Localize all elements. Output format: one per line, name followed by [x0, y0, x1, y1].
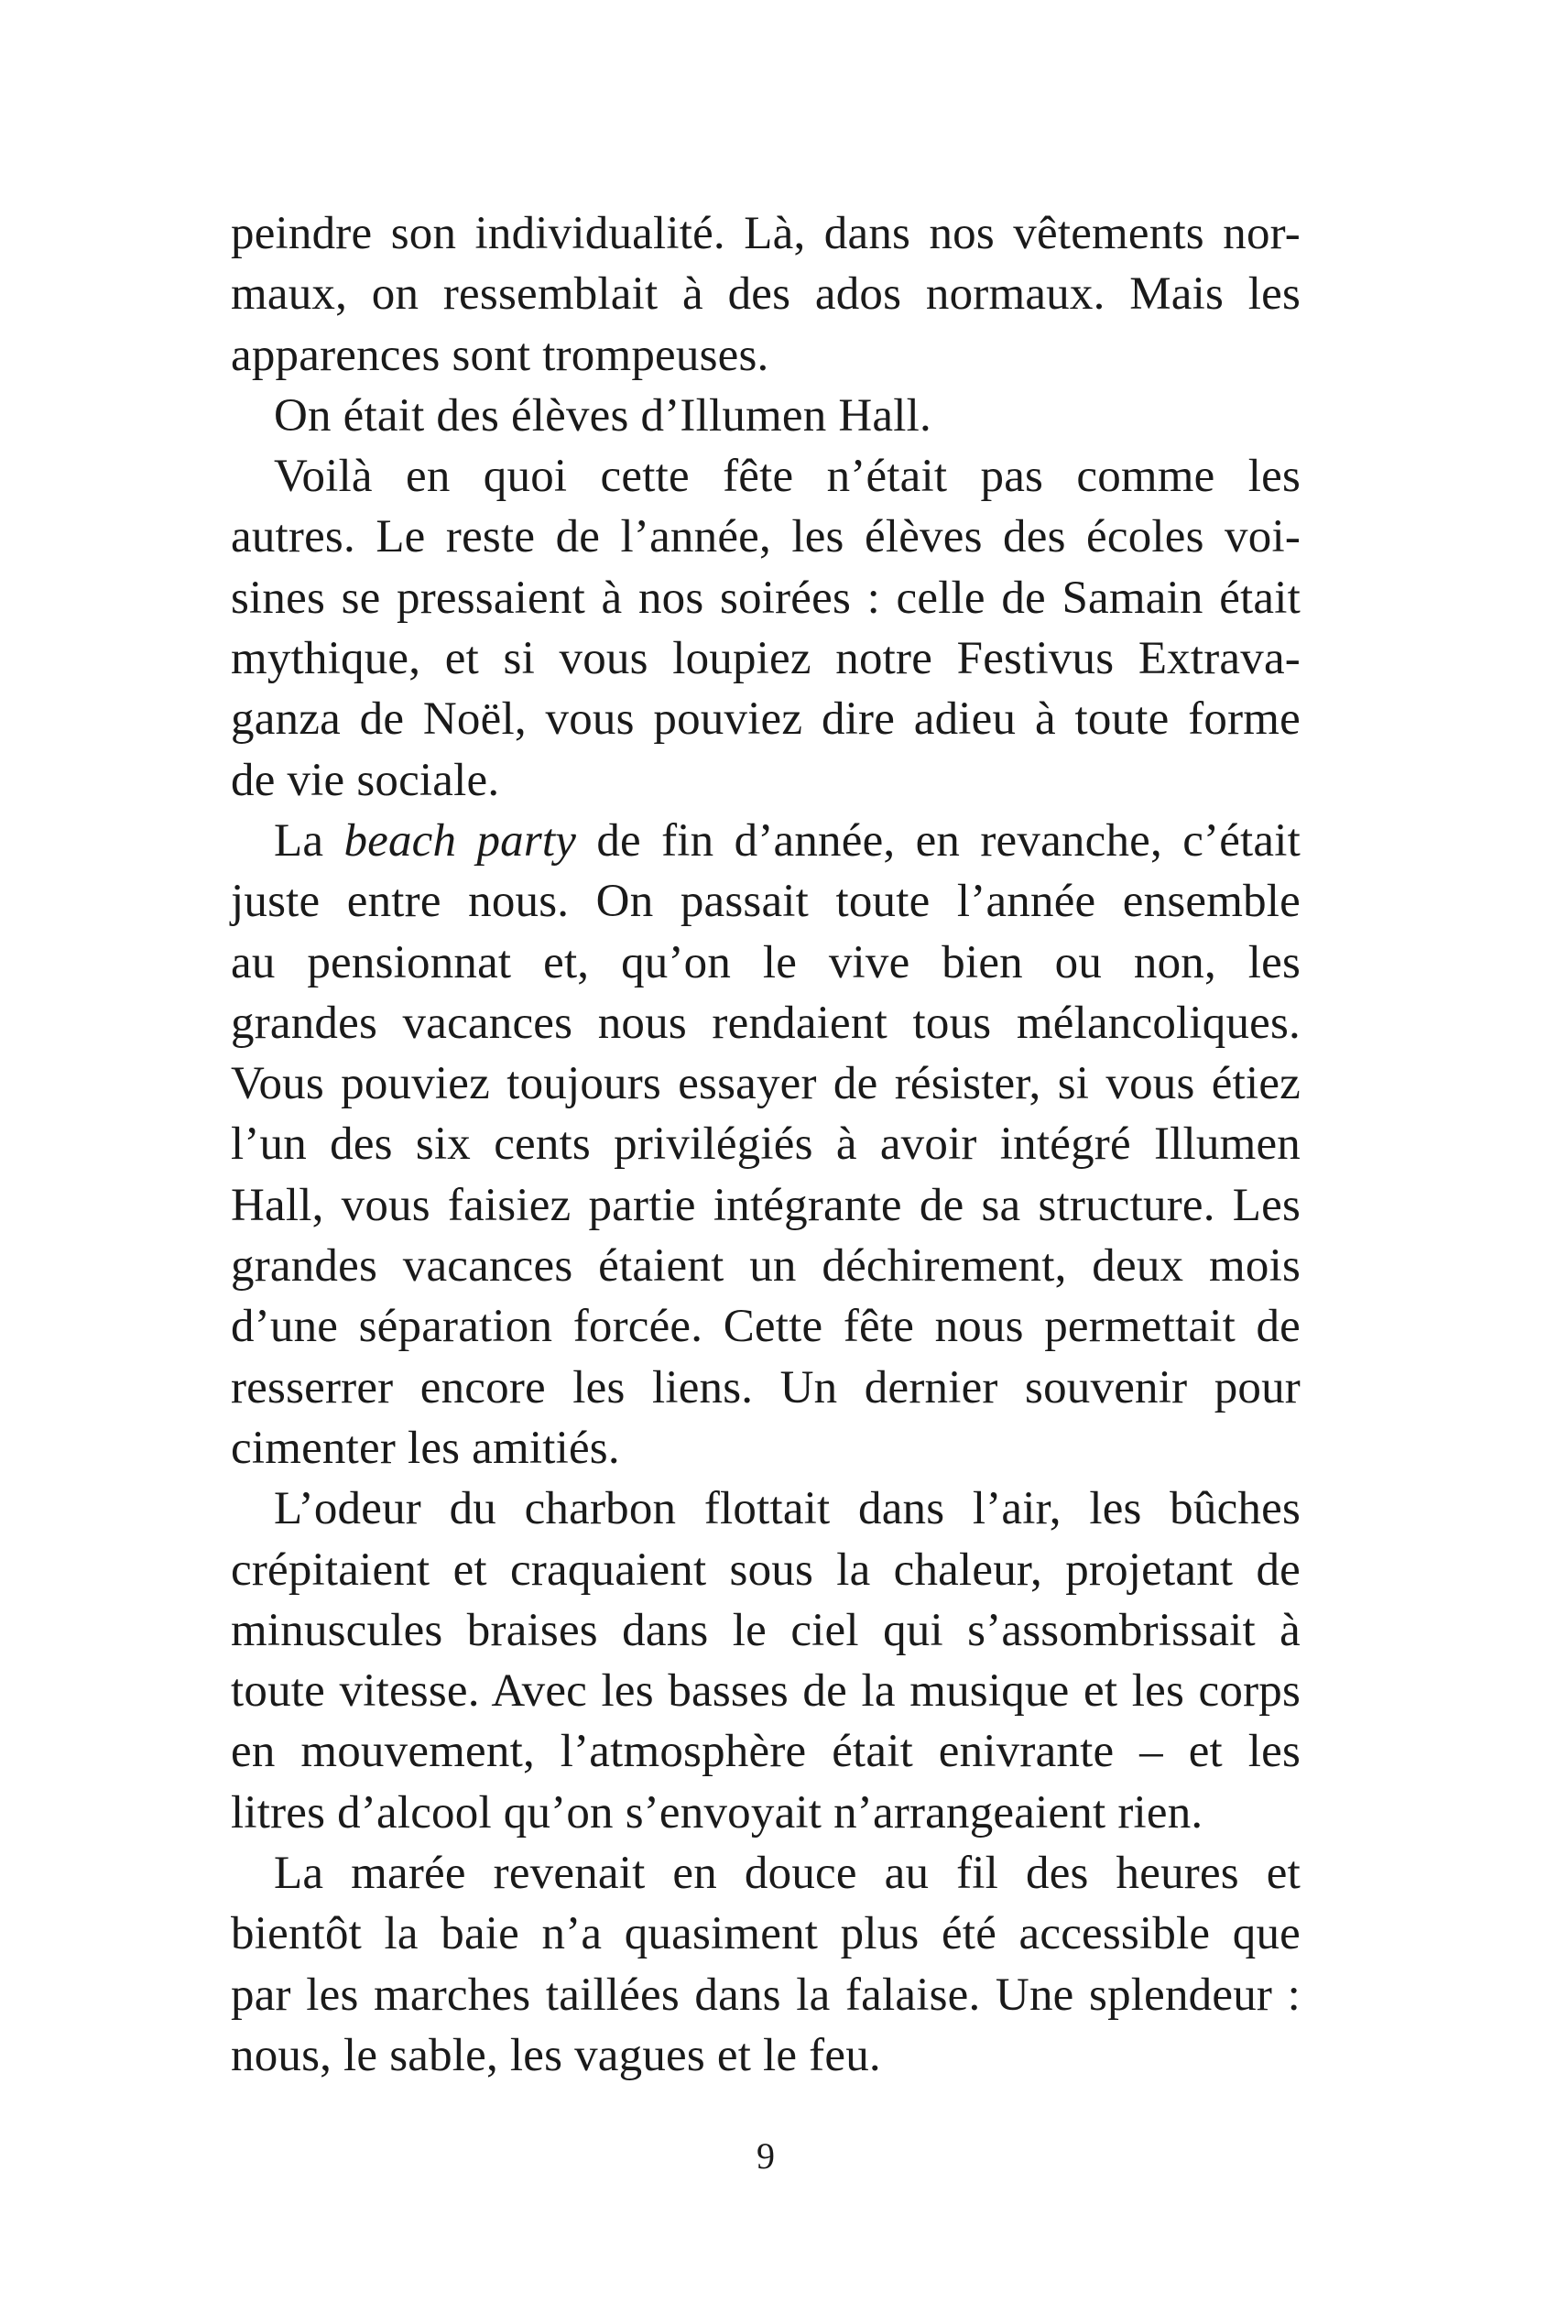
text-line: L’odeur du charbon flottait dans l’air, les bûches: [274, 1483, 1301, 1535]
text-segment: de fin d’année, en revanche, c’était: [576, 814, 1301, 867]
text-block: [231, 203, 1301, 2086]
text-line: l’un des six cents privilégiés à avoir intégré Illumen: [231, 1118, 1301, 1171]
text-line: toute vitesse. Avec les basses de la musique et les corps: [231, 1665, 1301, 1718]
text-line: Hall, vous faisiez partie intégrante de sa structure. Les: [231, 1179, 1301, 1231]
text-line: minuscules braises dans le ciel qui s’assombrissait à: [231, 1604, 1301, 1656]
page-number: 9: [757, 2135, 775, 2177]
italic-phrase: beach party: [343, 814, 577, 867]
text-line: apparences sont trompeuses.: [231, 329, 769, 381]
text-line: grandes vacances étaient un déchirement, deux mois: [231, 1240, 1301, 1293]
text-line: [231, 811, 1301, 871]
text-line: mythique, et si vous loupiez notre Festivus Extrava-: [231, 633, 1301, 685]
text-line: crépitaient et craquaient sous la chaleur, projetant de: [231, 1544, 1301, 1596]
text-line: peindre son individualité. Là, dans nos vêtements nor-: [231, 208, 1301, 259]
text-line: par les marches taillées dans la falaise. Une splendeur :: [231, 1969, 1301, 2021]
text-line: litres d’alcool qu’on s’envoyait n’arrangeaient rien.: [231, 1786, 1203, 1838]
text-line: Voilà en quoi cette fête n’était pas comme les: [274, 451, 1301, 503]
text-line: en mouvement, l’atmosphère était enivrante – et les: [231, 1726, 1301, 1778]
text-line: maux, on ressemblait à des ados normaux. Mais les: [231, 268, 1301, 321]
text-line: autres. Le reste de l’année, les élèves des écoles voi-: [231, 511, 1301, 563]
text-line: La marée revenait en douce au fil des heures et: [274, 1848, 1301, 1900]
text-line: d’une séparation forcée. Cette fête nous permettait de: [231, 1301, 1301, 1353]
text-line: sines se pressaient à nos soirées : celle de Samain était: [231, 572, 1301, 624]
text-line: resserrer encore les liens. Un dernier souvenir pour: [231, 1361, 1301, 1413]
text-line: nous, le sable, les vagues et le feu.: [231, 2029, 881, 2081]
text-line: ganza de Noël, vous pouviez dire adieu à toute forme: [231, 693, 1301, 746]
text-segment: La: [274, 814, 344, 867]
text-line: bientôt la baie n’a quasiment plus été accessible que: [231, 1908, 1301, 1960]
text-line: On était des élèves d’Illumen Hall.: [274, 389, 931, 442]
text-line: au pensionnat et, qu’on le vive bien ou non, les: [231, 936, 1301, 988]
text-line: Vous pouviez toujours essayer de résister, si vous étiez: [231, 1058, 1301, 1110]
text-line: de vie sociale.: [231, 754, 500, 806]
text-line: juste entre nous. On passait toute l’année ensemble: [231, 876, 1301, 928]
text-line: grandes vacances nous rendaient tous mélancoliques.: [231, 997, 1301, 1049]
text-line: cimenter les amitiés.: [231, 1422, 620, 1474]
